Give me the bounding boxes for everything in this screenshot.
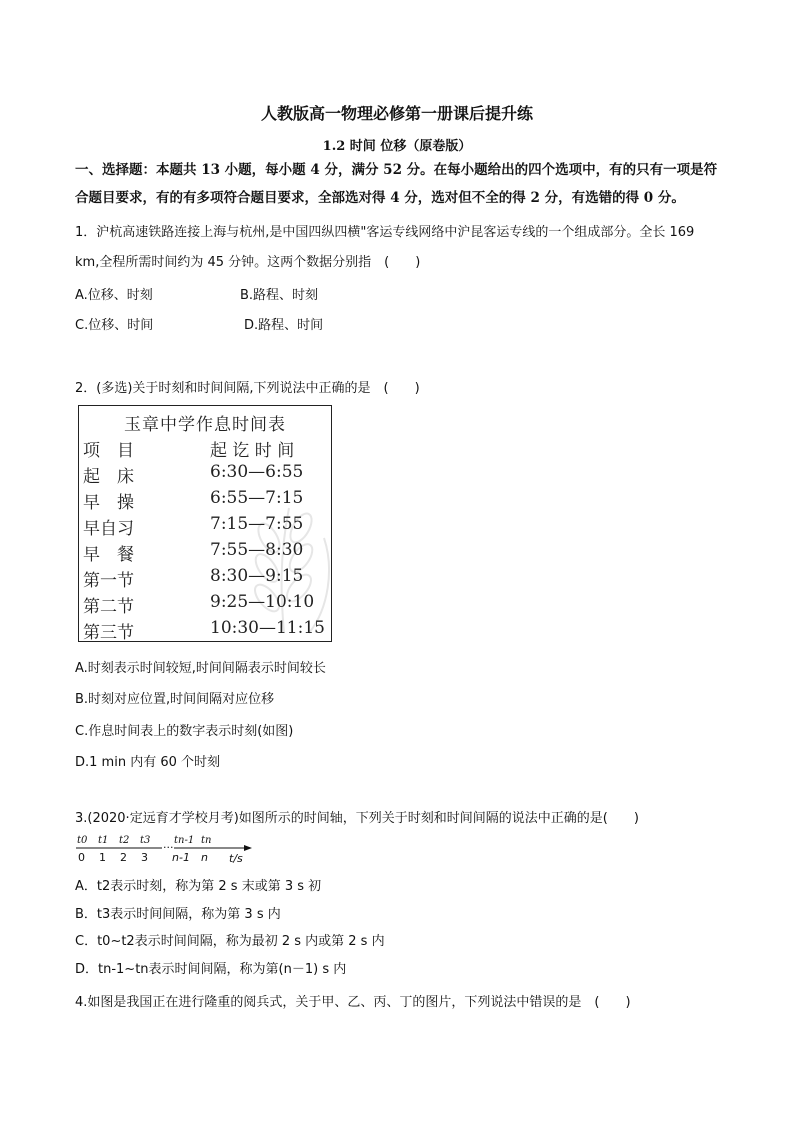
schedule-row xyxy=(83,618,329,642)
schedule-row xyxy=(83,566,329,590)
q1-stem-line2: km,全程所需时间约为 45 分钟。这两个数据分别指 ( ) xyxy=(75,255,421,270)
q1-stem-line1: 1．沪杭高速铁路连接上海与杭州,是中国四纵四横"客运专线网络中沪昆客运专线的一个组成部分。全长 169 xyxy=(75,225,695,240)
timeline-top-label: t0 xyxy=(77,835,88,846)
q1-option-a: A.位移、时刻 xyxy=(75,288,153,303)
q3-option-c: C．t0~t2表示时间间隔，称为最初 2 s 内或第 2 s 内 xyxy=(75,934,385,949)
timeline-top-label: t3 xyxy=(140,835,151,846)
section-instructions-line1: 一、选择题：本题共 13 小题，每小题 4 分，满分 52 分。在每小题给出的四个选项中，有的只有一项是符 xyxy=(75,162,718,178)
timeline-bottom-label: 0 xyxy=(78,851,85,864)
section-instructions-line2: 合题目要求，有的有多项符合题目要求，全部选对得 4 分，选对但不全的得 2 分，有选错的得 0 分。 xyxy=(75,190,685,206)
schedule-header-item: 项 目 xyxy=(83,441,134,461)
timeline-axis-label: t/s xyxy=(229,852,243,865)
q3-option-d: D．tn-1~tn表示时间间隔，称为第(n－1) s 内 xyxy=(75,962,347,977)
timeline-top-label: t1 xyxy=(98,835,109,846)
schedule-table-image xyxy=(78,405,332,642)
schedule-row-item: 第三节 xyxy=(83,623,134,642)
schedule-row-time: 7:15—7:55 xyxy=(210,514,304,534)
timeline-top-label: tn xyxy=(201,835,212,846)
schedule-row xyxy=(83,540,329,564)
schedule-row-time: 8:30—9:15 xyxy=(210,566,304,586)
schedule-row-time: 6:30—6:55 xyxy=(210,462,304,482)
schedule-row-item: 早 操 xyxy=(83,493,134,513)
q3-stem: 3.(2020·定远育才学校月考)如图所示的时间轴，下列关于时刻和时间间隔的说法中正确的是( ) xyxy=(75,811,639,826)
page-subtitle: 1.2 时间 位移（原卷版） xyxy=(322,139,472,154)
schedule-row-item: 早自习 xyxy=(83,519,134,539)
timeline-arrowhead xyxy=(244,845,252,851)
q2-option-d: D.1 min 内有 60 个时刻 xyxy=(75,755,220,770)
timeline-bottom-label: n-1 xyxy=(172,851,190,864)
q3-option-b: B．t3表示时间间隔，称为第 3 s 内 xyxy=(75,907,281,922)
schedule-row-item: 第二节 xyxy=(83,597,134,617)
q3-option-a: A．t2表示时刻，称为第 2 s 末或第 3 s 初 xyxy=(75,879,322,894)
schedule-row xyxy=(83,514,329,538)
timeline-dots: ··· xyxy=(163,841,174,854)
schedule-title: 玉章中学作息时间表 xyxy=(124,415,286,435)
timeline-bottom-label: 1 xyxy=(99,851,106,864)
schedule-header-row xyxy=(83,436,329,460)
schedule-row xyxy=(83,488,329,512)
schedule-row-time: 6:55—7:15 xyxy=(210,488,304,508)
schedule-row-item: 起 床 xyxy=(83,467,134,487)
timeline-diagram xyxy=(74,832,254,866)
schedule-row-time: 9:25—10:10 xyxy=(210,592,315,612)
schedule-row xyxy=(83,592,329,616)
schedule-row-time: 10:30—11:15 xyxy=(210,618,325,638)
timeline-bottom-label: 3 xyxy=(141,851,148,864)
schedule-row-item: 早 餐 xyxy=(83,545,134,565)
q2-option-a: A.时刻表示时间较短,时间间隔表示时间较长 xyxy=(75,661,326,676)
schedule-row xyxy=(83,462,329,486)
schedule-row-item: 第一节 xyxy=(83,571,134,591)
q1-option-d: D.路程、时间 xyxy=(244,318,324,333)
timeline-bottom-label: 2 xyxy=(120,851,127,864)
timeline-top-label: tn-1 xyxy=(174,835,195,846)
page-title: 人教版高一物理必修第一册课后提升练 xyxy=(260,104,533,123)
q2-option-c: C.作息时间表上的数字表示时刻(如图) xyxy=(75,724,294,739)
q4-stem: 4.如图是我国正在进行隆重的阅兵式，关于甲、乙、丙、丁的图片，下列说法中错误的是 ( ) xyxy=(75,995,631,1010)
q2-option-b: B.时刻对应位置,时间间隔对应位移 xyxy=(75,692,275,707)
timeline-bottom-label: n xyxy=(201,851,208,864)
schedule-header-time: 起 讫 时 间 xyxy=(210,441,295,461)
timeline-top-label: t2 xyxy=(119,835,130,846)
q2-stem: 2．(多选)关于时刻和时间间隔,下列说法中正确的是 ( ) xyxy=(75,381,420,396)
q1-option-c: C.位移、时间 xyxy=(75,318,154,333)
q1-option-b: B.路程、时刻 xyxy=(240,288,319,303)
schedule-row-time: 7:55—8:30 xyxy=(210,540,304,560)
